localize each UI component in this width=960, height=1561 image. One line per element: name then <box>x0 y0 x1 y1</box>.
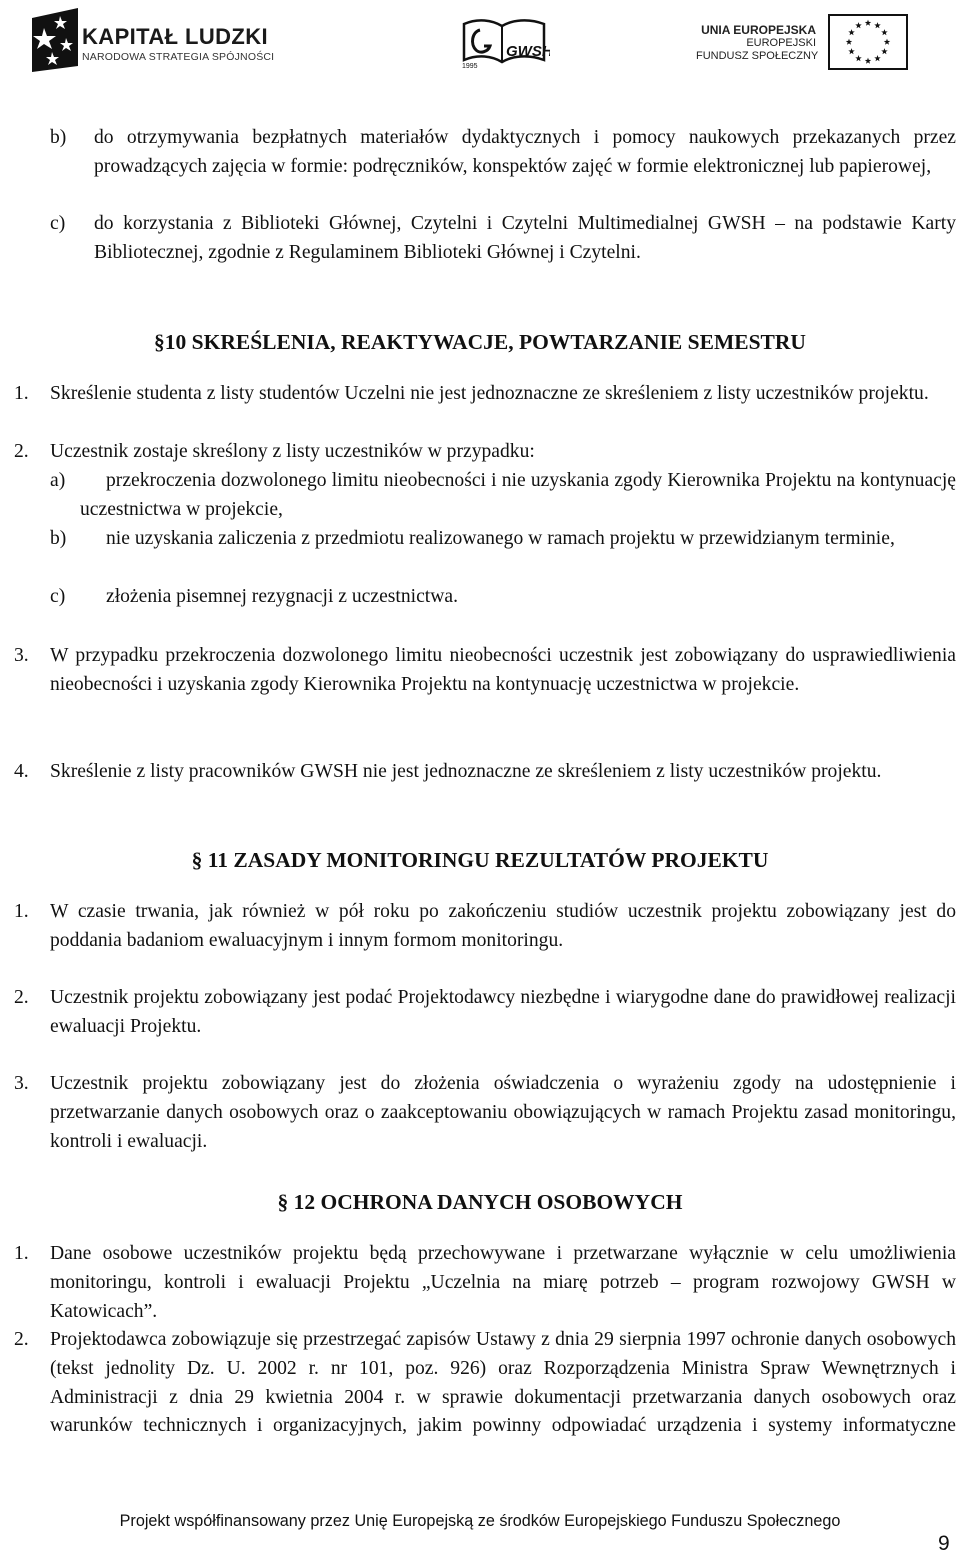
eu-text-block <box>696 23 819 63</box>
eu-star-icon <box>865 58 871 64</box>
section-11-item-2-number: 2. <box>14 987 29 1008</box>
section-10-subitem-c-label: c) <box>50 586 66 607</box>
section-10-item-4-number: 4. <box>14 761 29 782</box>
section-10-subitem-a-label: a) <box>50 470 66 491</box>
list-item-c-text: do korzystania z Biblioteki Głównej, Czytelni i Czytelni Multimedialnej GWSH – na podstawie Karty Bibliotecznej, zgodnie z Regulaminem Biblioteki Głównej i Czytelni. <box>94 213 956 263</box>
list-item-b-text: do otrzymywania bezpłatnych materiałów dydaktycznych i pomocy naukowych przekazanych przez prowadzących zajęcia w formie: podręczników, konspektów zajęć w formie elektronicznej lub papierowej, <box>94 127 956 177</box>
section-11-heading: § 11 ZASADY MONITORINGU REZULTATÓW PROJEKTU <box>191 848 769 872</box>
eu-fund-label-2: FUNDUSZ SPOŁECZNY <box>696 50 819 62</box>
eu-star-icon <box>848 48 854 54</box>
list-item-label: b) <box>50 127 67 148</box>
list-item-label: c) <box>50 213 66 234</box>
section-12-item-1-text: Dane osobowe uczestników projektu będą przechowywane i przetwarzane wyłącznie w celu umożliwienia monitoringu, kontroli i ewaluacji Projektu „Uczelnia na miarę potrzeb – program rozwojowy GWSH w Katowicach”. <box>50 1243 956 1322</box>
eu-star-icon <box>846 39 852 45</box>
section-12-heading: § 12 OCHRONA DANYCH OSOBOWYCH <box>277 1190 683 1214</box>
gwsh-book-icon <box>458 14 550 72</box>
section-10-item-3-number: 3. <box>14 645 29 666</box>
section-10-heading: §10 SKREŚLENIA, REAKTYWACJE, POWTARZANIE SEMESTRU <box>154 330 806 354</box>
eu-star-icon <box>855 22 861 28</box>
section-10-subitem-b-text: nie uzyskania zaliczenia z przedmiotu realizowanego w ramach projektu w przewidzianym terminie, <box>106 528 895 549</box>
gwsh-logo <box>458 14 550 72</box>
gwsh-logo-text: GWSH <box>506 43 550 60</box>
kapital-ludzki-emblem-icon <box>30 8 80 72</box>
eu-flag-icon <box>828 14 908 70</box>
section-11-item-1-number: 1. <box>14 901 29 922</box>
eu-flag <box>828 14 908 70</box>
section-12-item-1-number: 1. <box>14 1243 29 1264</box>
kapital-ludzki-logo <box>30 6 330 72</box>
section-12-item-2-number: 2. <box>14 1329 29 1350</box>
eu-star-icon <box>884 39 890 45</box>
section-10-item-2-text: Uczestnik zostaje skreślony z listy uczestników w przypadku: <box>50 441 535 462</box>
eu-star-icon <box>865 20 871 26</box>
gwsh-year: 1995 <box>462 63 478 70</box>
page-number: 9 <box>938 1532 950 1555</box>
section-10-item-1-number: 1. <box>14 383 29 404</box>
section-10-item-4-text: Skreślenie z listy pracowników GWSH nie jest jednoznaczne ze skreśleniem z listy uczestników projektu. <box>50 761 882 782</box>
eu-star-icon <box>881 29 887 35</box>
section-11-item-2-text: Uczestnik projektu zobowiązany jest podać Projektodawcy niezbędne i wiarygodne dane do prawidłowej realizacji ewaluacji Projektu. <box>50 987 956 1037</box>
eu-star-icon <box>874 22 880 28</box>
eu-union-label: UNIA EUROPEJSKA <box>701 23 816 37</box>
page-footer: Projekt współfinansowany przez Unię Europejską ze środków Europejskiego Funduszu Społecznego <box>119 1512 841 1530</box>
section-11-item-3-text: Uczestnik projektu zobowiązany jest do złożenia oświadczenia o wyrażeniu zgody na udostępnienie i przetwarzanie danych osobowych oraz o zaakceptowaniu obowiązujących w ramach Projektu zasad monitoringu, kontroli i ewaluacji. <box>50 1073 956 1152</box>
section-10-item-1-text: Skreślenie studenta z listy studentów Uczelni nie jest jednoznaczne ze skreśleniem z listy uczestników projektu. <box>50 383 929 404</box>
section-10-subitem-c-text: złożenia pisemnej rezygnacji z uczestnictwa. <box>106 586 458 607</box>
section-11-item-3-number: 3. <box>14 1073 29 1094</box>
kapital-ludzki-title: KAPITAŁ LUDZKI <box>82 24 269 49</box>
section-10-item-3-text: W przypadku przekroczenia dozwolonego limitu nieobecności uczestnik jest zobowiązany do usprawiedliwienia nieobecności i uzyskania zgody Kierownika Projektu na kontynuację uczestnictwa w projekcie. <box>50 645 956 695</box>
eu-fund-label-1: EUROPEJSKI <box>746 37 816 49</box>
section-10-subitem-a-text: przekroczenia dozwolonego limitu nieobecności i nie uzyskania zgody Kierownika Projektu na kontynuację uczestnictwa w projekcie, <box>80 470 956 520</box>
section-11-item-1-text: W czasie trwania, jak również w pół roku po zakończeniu studiów uczestnik projektu zobowiązany jest do poddania badaniom ewaluacyjnym i innym formom monitoringu. <box>50 901 956 951</box>
eu-star-icon <box>848 29 854 35</box>
section-10-item-2-number: 2. <box>14 441 29 462</box>
kapital-ludzki-subtitle: NARODOWA STRATEGIA SPÓJNOŚCI <box>82 51 275 63</box>
section-10-subitem-b-label: b) <box>50 528 67 549</box>
eu-star-icon <box>881 48 887 54</box>
section-12-item-2-text: Projektodawca zobowiązuje się przestrzegać zapisów Ustawy z dnia 29 sierpnia 1997 ochronie danych osobowych (tekst jednolity Dz. U. 2002 r. nr 101, poz. 926) oraz Rozporządzenia Ministra Spraw Wewnętrznych i Administracji z dnia 29 kwietnia 2004 r. w sprawie dokumentacji przetwarzania danych osobowych oraz warunków technicznych i organizacyjnych, jakim powinny odpowiadać urządzenia i systemy informatyczne <box>50 1329 956 1437</box>
eu-star-icon <box>874 55 880 61</box>
page-header <box>0 0 960 80</box>
eu-star-icon <box>855 55 861 61</box>
